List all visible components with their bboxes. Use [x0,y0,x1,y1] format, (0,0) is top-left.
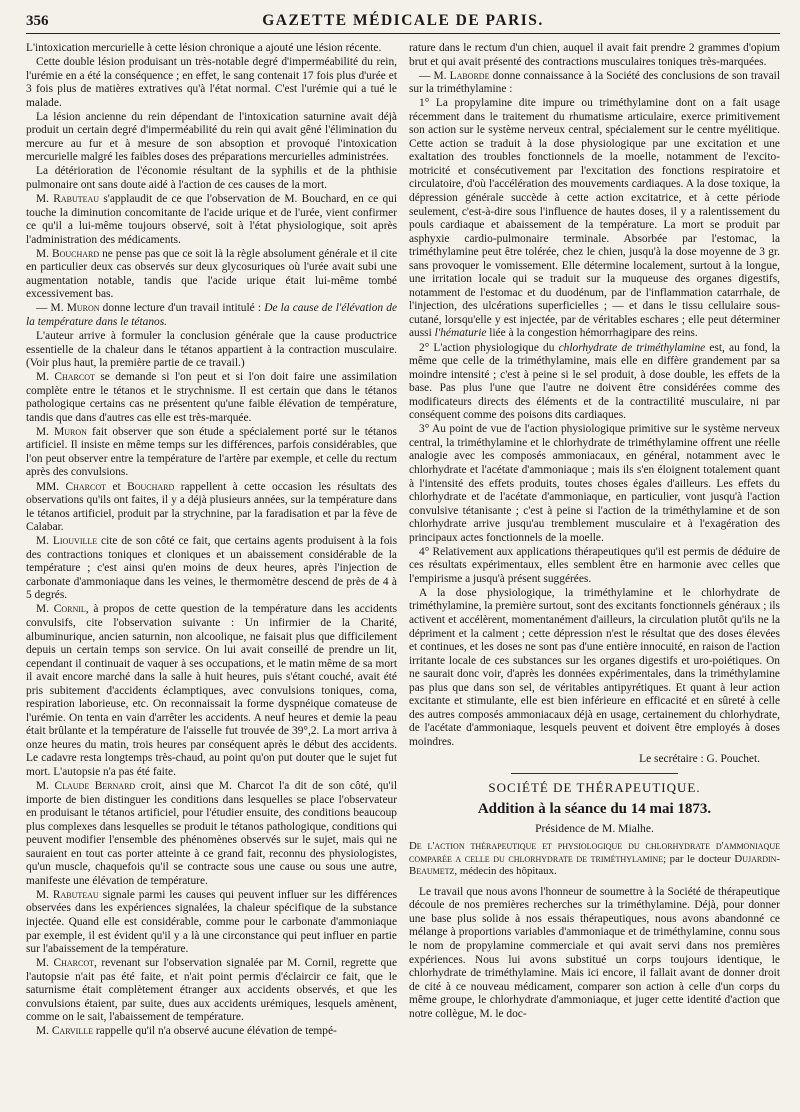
paragraph [409,587,780,750]
text-run: se demande si l'on peut et si l'on doit faire une assimilation complète entre le tétanos et le strychnisme. Il est certain que dans le tétanos pathologique certains cas ne présentent qu'une faible élévation de température, tandis que dans d'autres cas elle est très-marquée. [26,371,397,424]
text-run: — M. [419,69,450,82]
text-run: M. [36,888,53,901]
text-run: donne lecture d'un travail intitulé : [99,302,265,315]
text-run: rappellent à cette occasion les résultats des observations qu'ils ont faites, il y a déjà plusieurs années, sur la température dans le tétanos artificiel, produit par la strychnine, par la faradisation et par la fève de Calabar. [26,480,397,534]
speaker-name: Charcot [53,957,94,970]
text-run: M. [36,247,52,260]
text-run: M. [36,371,55,384]
paragraph [26,481,397,535]
text-run: s'applaudit de ce que l'observation de M. Bouchard, en ce qui touche la diminution concomitante de l'acide urique et de l'urée, vient confirmer ce qu'il a lui-même toujours observé, soit à l'état physiologique, soit après l'administration des médicaments. [26,193,397,246]
text-run: croit, ainsi que M. Charcot l'a dit de son côté, qu'il importe de bien distinguer les conditions dans lesquelles se place l'observateur en produisant le tétanos artificiel, pour l'étudier ensuite, des conditions beaucoup plus complexes dans lesquelles se produit le tétanos pathologique, conditions qui peuvent modifier l'ensemble des phénomènes observés sur le sujet, mais qui ne sauraient en tout cas porter atteinte à ce grand fait, reconnu des physiologistes, qu'un muscle, chaquefois qu'il se contracte sous une cause ou sous une autre, manifeste une élévation de température. [26,780,397,887]
speaker-name: Rabuteau [52,888,99,901]
text-run: Cette double lésion produisant un très-notable degré d'imperméabilité du rein, l'urémie en a été la conséquence ; en effet, le sang contenait 17 fois plus d'urée et 3 fois plus de matières extratives qu'à l'état normal. C'est l'urémie qui a tué le malade. [26,56,397,109]
text-run: rature dans le rectum d'un chien, auquel il avait fait prendre 2 grammes d'opium brut et qui avait présenté des contractions musculaires toniques très-marquées. [409,42,780,68]
session-presidence: Présidence de M. Mialhe. [535,821,654,835]
page-header [26,12,780,34]
paragraph [409,546,780,587]
text-run: M. [36,780,55,793]
speaker-name: Carville [51,1025,93,1038]
right-column-text [409,42,780,749]
session-addition-title: Addition à la séance du 14 mai 1873. [477,800,712,817]
text-run: fait observer que son étude a spécialement porté sur le tétanos artificiel. Il insiste en même temps sur les différences, parfois considérables, que l'on peut observer entre la température de l'artère par exemple, et celle du rectum après des convulsions. [26,425,397,479]
paragraph [26,165,397,192]
page-number: 356 [26,13,49,29]
paragraph [26,371,397,425]
paragraph [409,423,780,545]
paragraph [26,111,397,165]
speaker-name: Charcot [54,371,95,384]
text-run: — M. [36,302,67,315]
paragraph [26,248,397,302]
speaker-name: Cornil [53,603,86,616]
paragraph [26,780,397,888]
section-divider [511,773,678,774]
article-columns [26,42,780,1112]
paragraph [26,330,397,371]
text-run: est, au fond, la même que celle de la triméthylamine, mais elle en diffère grandement par sa moindre intensité ; c'est à peine si le sel produit, à dose double, les effets de la base. Pas plus l'une que l'autre ne doivent être considérées comme des modificateurs directs des éléments et de la contractilité musculaire, ni par conséquent comme des poisons dits cardiaques. [409,341,780,422]
memoir-title-block [409,840,780,878]
text-run: rappelle qu'il n'a observé aucune élévation de tempé- [93,1025,337,1038]
paragraph [409,70,780,97]
text-run: , à propos de cette question de la température dans les accidents convulsifs, cite l'observation suivante : Un infirmier de la Charité, albuminurique, ancien saturnin, non alcoolique, ne faisait plus que difficilement depuis un certain temps son service. On lui avait conseillé de prendre un lit, cependant il continuait de vaquer à ses occupations, et le matin même de sa mort il avait encore marché dans la salle à huit heures, puis s'étant couché, avait été pris subitement d'accidents éclamptiques, avec convulsions toniques, coma, respiration laborieuse, etc. On reconnaissait la forme dyspnéique comateuse de l'urémie. On tenta en vain d'arrêter les accidents. A neuf heures et demie la peau était brûlante et la température de l'aisselle fut trouvée de 39°,2. La mort arriva à onze heures du matin, trois heures par conséquent après le début des accidents. Le cadavre resta longtemps très-chaud, au point qu'on put douter que le sujet fut mort. L'autopsie n'a pas été faite. [26,603,397,778]
speaker-name: Claude Bernard [54,780,136,793]
paragraph [26,889,397,957]
text-run: M. [36,1025,52,1038]
memoir-byline-post: , médecin des hôpitaux. [454,865,557,878]
italic-text: De la cause de l'élévation de la température dans le tétanos. [26,302,397,328]
paragraph [409,42,780,69]
text-run: 2° L'action physiologique du [419,341,559,354]
speaker-name: Muron [66,302,100,315]
speaker-name: Laborde [449,69,490,82]
text-run: La lésion ancienne du rein dépendant de l'intoxication saturnine avait déjà produit un certain degré d'imperméabilité du rein qui avait gêné l'élimination du mercure au fur et à mesure de son absoption et provoqué l'intoxication mercurielle malgré les faibles doses des préparations mercurielles administrées. [26,110,397,164]
paragraph [26,603,397,779]
text-run: M. [36,425,55,438]
paragraph [409,342,780,423]
text-run: , revenant sur l'observation signalée par M. Cornil, regrette que l'autopsie n'ait pas été faite, et n'ait point permis d'éclaircir ce fait, que le saturnisme était complètement étranger aux accidents observés, et que les convulsions étaient, par suite, dues aux accidents urémiques, lesquels amènent, comme on le sait, l'abaissement de température. [26,957,397,1024]
paragraph [26,426,397,480]
italic-text: chlorhydrate de triméthylamine [558,341,706,354]
paragraph [26,42,397,56]
italic-text: l'hématurie [434,327,487,340]
speaker-name: Charcot [65,480,107,493]
text-run: 3° Au point de vue de l'action physiologique primitive sur le système nerveux central, la triméthylamine et le chlorhydrate de triméthylamine offrent une réelle analogie avec les composés ammoniacaux, en général, notamment avec le chlorhydrate et l'acétate d'ammoniaque ; mais ils s'en éloignent totalement quant à l'intensité des effets produits, toutes choses égales d'ailleurs. Les effets du chlorhydrate et de l'acétate d'ammoniaque, en particulier, vont jusqu'à l'action convulsive tétanisante ; c'est à peine si l'action de la triméthylamine et de son chlorhydrate arrive jusqu'au tremblement musculaire et à l'exagération des principaux actes fonctionnels de la moelle. [409,423,780,544]
paragraph [26,1025,397,1039]
speaker-name: Muron [54,425,87,438]
text-run: L'intoxication mercurielle à cette lésion chronique a ajouté une lésion récente. [26,42,382,54]
text-run: ne pense pas que ce soit là la règle absolument générale et il cite en particulier deux cas observés sur deux glycosuriques où l'urée avait subi une augmentation notable, tandis que l'acide urique était lui-même tombé excessivement bas. [26,247,397,301]
left-column [26,42,397,1112]
text-run: liée à la congestion hémorrhagipare des reins. [486,327,698,340]
speaker-name: Liouville [52,535,98,548]
text-run: L'auteur arrive à formuler la conclusion générale que la cause productrice essentielle de la chaleur dans le tétanos appartient à la contraction musculaire. (Voir plus haut, la première partie de ce travail.) [26,329,397,370]
society-name: SOCIÉTÉ DE THÉRAPEUTIQUE. [488,779,701,795]
paragraph [26,302,397,329]
speaker-name: Rabuteau [53,193,100,206]
paragraph [409,97,780,341]
right-column [409,42,780,1112]
paragraph [26,957,397,1025]
text-run: MM. [36,480,66,493]
memoir-author: Dujardin-Beaumetz [409,852,780,878]
text-run: Le travail que nous avons l'honneur de soumettre à la Société de thérapeutique découle de nos premières recherches sur la triméthylamine. Déjà, pour donner une base plus solide à nos essais thérapeutiques, nous avons abandonné ce mélange à proportions variables d'ammoniaque et de triméthylamine, connu sous le nom de propylamine commerciale et qui avait servi dans nos premières expériences. Nous lui avons substitué un corps toujours identique, le chlorhydrate de triméthylamine. Mais ici encore, il fallait avant de donner droit de cité à ce nouveau médicament, comparer son action à celle d'un corps du même groupe, le chlorhydrate d'ammoniaque, et juger cette identité d'action que notre collègue, M. le doc- [409,885,780,1020]
paragraph [26,56,397,110]
text-run: M. [36,603,54,616]
text-run: signale parmi les causes qui peuvent influer sur les différences observées dans les expériences signalées, la chaleur spécifique de la substance injectée. Quand elle est considérable, comme pour le carbonate d'ammoniaque par exemple, il est évident qu'il y a là une circonstance qui peut influer en partie sur l'abaissement de la température. [26,888,397,956]
paragraph [26,193,397,247]
speaker-name: Bouchard [127,480,175,493]
text-run: 4° Relativement aux applications thérapeutiques qu'il est permis de déduire de ces résultats expérimentaux, elles semblent être en harmonie avec celles que l'empirisme a jusqu'à présent suggérées. [409,545,780,585]
text-run: et [106,480,128,493]
text-run: M. [36,193,54,206]
text-run: A la dose physiologique, la triméthylamine et le chlorhydrate de triméthylamine, la première surtout, sont des excitants fonctionnels généraux ; ils activent et accélèrent, momentanément d'ailleurs, la circulation plutôt qu'ils ne la dépriment et la calment ; cette dépression n'est le résultat que des doses élevées et continues, et les doses ne sont pas d'une entière innocuité, en raison de l'action irritante locale de ces substances sur les organes digestifs et uro-poiétiques. On ne saurait donc voir, d'après les données expérimentales, dans la triméthylamine pas plus que dans son sel, de véritables antipyrétiques. Et quant à leur action excitante et stimulante, elle est bien inférieure en efficacité et en sûreté à celle des autres composés ammoniacaux déjà en usage, certainement du chlorhydrate, de l'acétate d'ammoniaque, lesquels peuvent et doivent être employés à doses moindres. [409,586,780,748]
text-run: M. [36,957,54,970]
text-run: 1° La propylamine dite impure ou triméthylamine dont on a fait usage récemment dans le traitement du rhumatisme articulaire, exerce primitivement son action sur le système nerveux central, spécialement sur le centre myélitique. Cette action se traduit à la dose physiologique par une excitation et une exaltation des troubles fonctionnels de la moelle, notamment de l'excito-motricité et consécutivement par l'excitation des fonctions respiratoire et circulatoire, d'où l'accélération des mouvements cardiaques. A la dose toxique, la dépression générale succède à cette action excitatrice, et à cette période seulement, c'est-à-dire sous l'influence de hautes doses, il y a ralentissement du pouls cardiaque et abaissement de la température. La mort se produit par asphyxie cardio-pulmonaire terminale. Absorbée par l'estomac, la triméthylamine peut être tolérée, chez le chien, jusqu'à la dose moyenne de 3 gr. sans provoquer le vomissement. Elle détermine localement, surtout à la longue, une irritation locale qui se traduit sur la muqueuse des organes digestifs, notamment de l'estomac et du duodénum, par de l'inflammation catarrhale, de l'injection, des ulcérations superficielles ; — et dans le tissu cellulaire sous-cutané, lorsqu'elle y est injectée, par de véritables eschares ; elle peut déterminer aussi [409,97,780,340]
text-run: M. [36,535,53,548]
paragraph [409,886,780,1021]
text-run: cite de son côté ce fait, que certains agents produisent à la fois des contractions toniques et cloniques et un abaissement considérable de la température ; c'est ainsi qu'en moins de deux heures, après l'injection de carbonate d'ammoniaque dans les veines, le thermomètre descend de près de 4 à 5 degrés. [26,535,397,602]
speaker-name: Bouchard [51,247,100,260]
memoir-title: De l'action thérapeutique et physiologique du chlorhydrate d'ammoniaque comparée a celle du chlorhydrate de triméthylamine [409,839,780,865]
memoir-body [409,886,780,1021]
text-run: donne connaissance à la Société des conclusions de son travail sur la triméthylamine : [409,69,780,96]
text-run: La détérioration de l'économie résultant de la syphilis et de la phthisie pulmonaire ont sans doute aidé à l'action de ces causes de la mort. [26,165,397,191]
memoir-byline-pre: ; par le docteur [663,852,735,865]
paragraph [26,535,397,603]
secretary-signature: Le secrétaire : G. Pouchet. [639,753,760,766]
journal-title: GAZETTE MÉDICALE DE PARIS. [262,12,544,29]
